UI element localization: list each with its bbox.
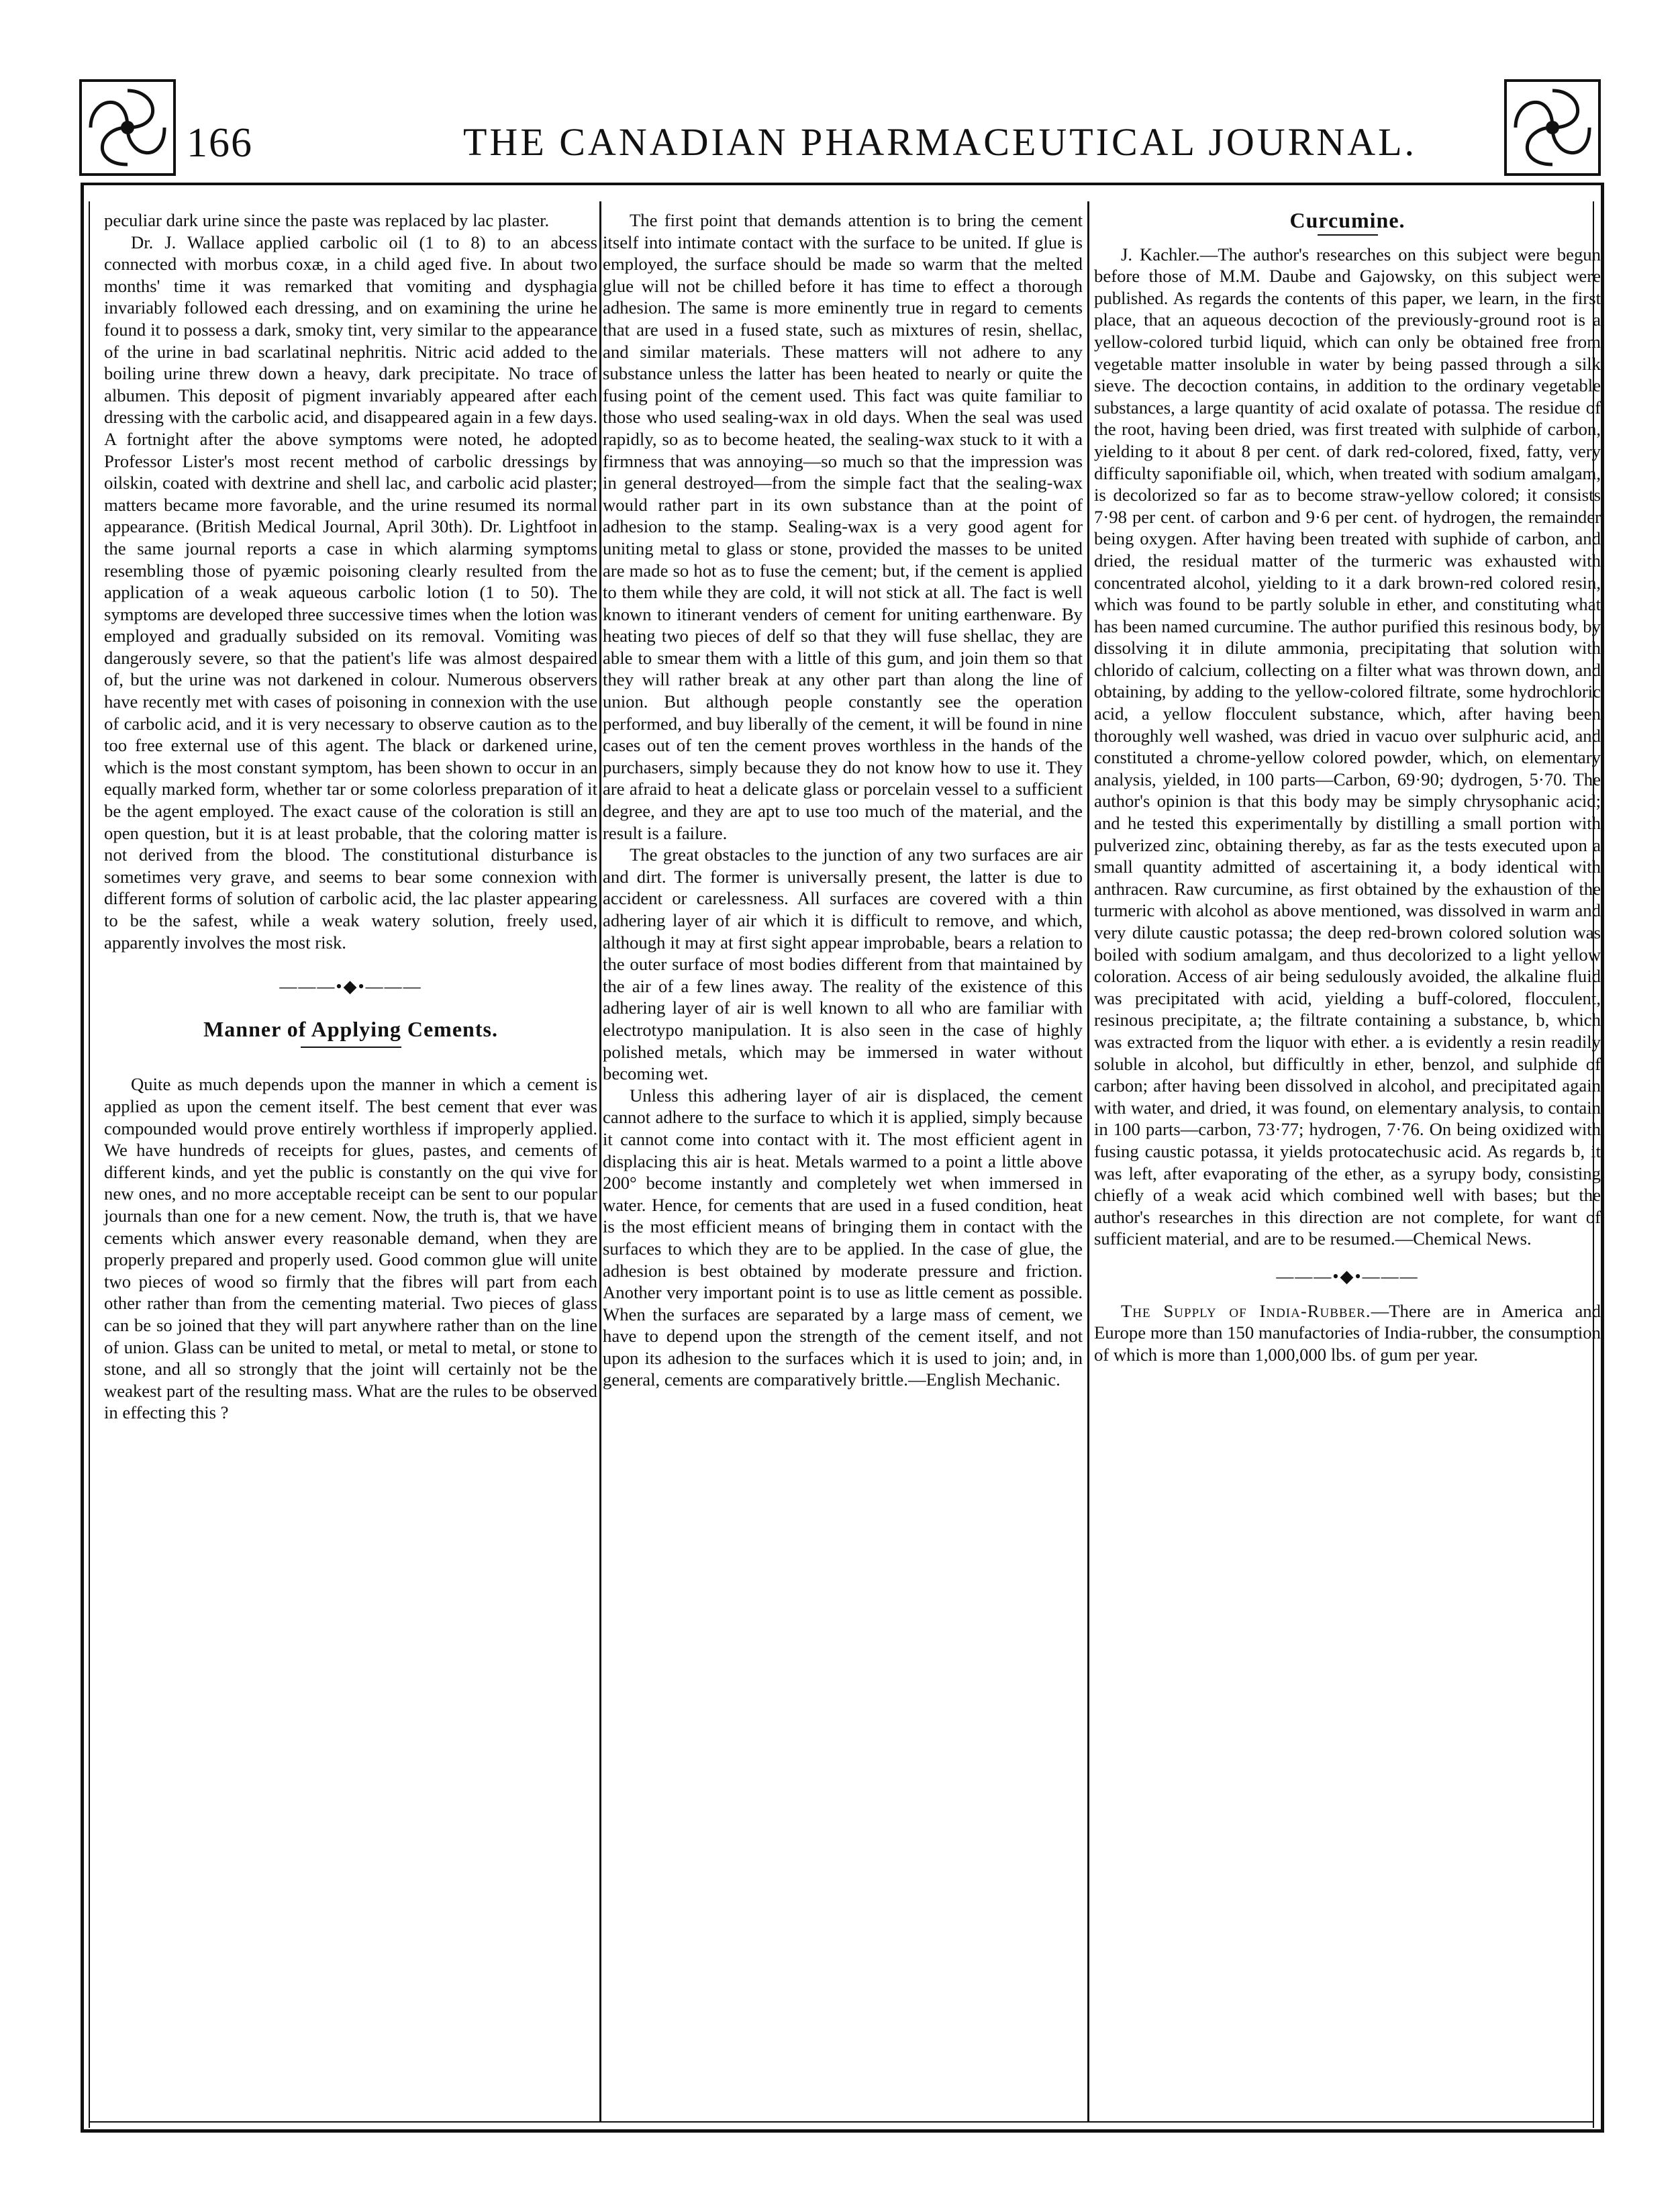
column-3 [1094, 209, 1601, 1365]
note-lead: The Supply of India-Rubber. [1121, 1300, 1371, 1321]
header-rule [81, 183, 1604, 185]
india-rubber-note [1094, 1300, 1601, 1366]
left-corner-ornament-icon [77, 77, 178, 178]
heading-underline [1318, 234, 1378, 236]
section-heading-curcumine: Curcumine. [1289, 208, 1405, 232]
journal-title: THE CANADIAN PHARMACEUTICAL JOURNAL. [463, 120, 1418, 164]
section-divider: ———•◆•——— [1276, 1266, 1419, 1286]
section-heading-cements: Manner of Applying Cements. [203, 1016, 498, 1041]
article-paragraph: Unless this adhering layer of air is displaced, the cement cannot adhere to the surface to which it is applied, simply because it cannot come into contact with it. The most efficient agent in displacing this air is heat. Metals warmed to a point a little above 200° become instantly and completely wet when immersed in water. Hence, for cements that are used in a fused condition, heat is the most efficient means of bringing them in contact with the surfaces to which they are to be applied. In the case of glue, the adhesion is best obtained by moderate pressure and friction. Another very important point is to use as little cement as possible. When the surfaces are separated by a large mass of cement, we have to depend upon the strength of the cement itself, and not upon its adhesion to the surfaces which it is used to join; and, in general, cements are comparatively brittle.—English Mechanic. [603, 1085, 1083, 1390]
section-divider: ———•◆•——— [279, 977, 422, 997]
frame-right-rule [1601, 183, 1604, 2133]
column-1 [104, 209, 597, 1424]
article-paragraph: J. Kachler.—The author's researches on this subject were begun before those of M.M. Daube and Gajowsky, on this subject were published. As regards the contents of this paper, we learn, in the first place, that an aqueous decoction of the previously-ground root is a yellow-colored turbid liquid, which can only be obtained free from vegetable matter insoluble in water by being passed through a silk sieve. The decoction contains, in addition to the ordinary vegetable substances, a large quantity of acid oxalate of potassa. The residue of the root, having been dried, was first treated with sulphide of carbon, yielding to it about 8 per cent. of dark red-colored, fixed, fatty, very difficulty saponifiable oil, which, when treated with sodium amalgam, is decolorized so far as to become straw-yellow colored; it consists 7·98 per cent. of carbon and 9·6 per cent. of hydrogen, the remainder being oxygen. After having been treated with suphide of carbon, and dried, the residual matter of the turmeric was exhausted with concentrated alcohol, yielding to it a dark brown-red colored resin, which was found to be partly soluble in ether, and constituting what has been named curcumine. The author purified this resinous body, by dissolving it in dilute ammonia, precipitating that solution with chlorido of calcium, collecting on a filter what was thrown down, and obtaining, by adding to the yellow-colored filtrate, some hydrochloric acid, a yellow flocculent substance, which, after having been thoroughly well washed, was dried in vacuo over sulphuric acid, and constituted a chrome-yellow colored powder, which, on elementary analysis, yielded, in 100 parts—Carbon, 69·90; dydrogen, 5·70. The author's opinion is that this body may be simply chrysophanic acid; and he tested this experimentally by distilling a small portion with pulverized zinc, obtaining thereby, as far as the tests executed upon a small quantity admitted of ascertaining it, a body identical with anthracen. Raw curcumine, as first obtained by the exhaustion of the turmeric with alcohol as above mentioned, was dissolved in warm and very dilute caustic potassa; the deep red-brown colored solution was boiled with sodium amalgam, and thus decolorized to a light yellow coloration. Access of air being sedulously avoided, the alkaline fluid was precipitated with acid, yielding a buff-colored, flocculent, resinous precipitate, a; the filtrate containing a substance, b, which was extracted from the liquor with ether. a is evidently a resin readily soluble in alcohol, but difficultly in ether, benzol, and sulphide of carbon; after having been dissolved in alcohol, and precipitated again with water, and dried, it was found, on elementary analysis, to contain in 100 parts—carbon, 73·77; hydrogen, 7·76. On being oxidized with fusing caustic potassa, it yields protocatechusic acid. As regards b, it was left, after evaporating of the ether, as a syrupy body, consisting chiefly of a weak acid which combined well with bases; but the author's researches in this direction are not complete, for want of sufficient material, and are to be resumed.—Chemical News. [1094, 244, 1601, 1249]
column-rule-1 [599, 201, 601, 2121]
column-rule-2 [1087, 201, 1089, 2121]
frame-bottom-rule [81, 2129, 1604, 2133]
frame-bottom-inner-rule [89, 2121, 1594, 2123]
column-2 [603, 209, 1083, 1391]
page-number: 166 [187, 120, 253, 166]
article-paragraph: The great obstacles to the junction of any two surfaces are air and dirt. The former is universally present, the latter is due to accident or carelessness. All surfaces are covered with a thin adhering layer of air which it is difficult to remove, and which, although it may at first sight appear improbable, bears a relation to the outer surface of most bodies different from that maintained by the air of a few lines away. The reality of the existence of this adhering layer of air is well known to all who are familiar with electrotypo manipulation. It is also seen in the case of highly polished metals, which may be immersed in water without becoming wet. [603, 844, 1083, 1084]
article-continuation: peculiar dark urine since the paste was replaced by lac plaster. [104, 210, 550, 230]
article-paragraph: Dr. J. Wallace applied carbolic oil (1 to 8) to an abcess connected with morbus coxæ, in a child aged five. In about two months' time it was remarked that vomiting and dysphagia invariably followed each dressing, and on examining the urine he found it to possess a dark, smoky tint, very similar to the appearance of the urine in bad scarlatinal nephritis. Nitric acid added to the boiling urine threw down a heavy, dark precipitate. No trace of albumen. This deposit of pigment invariably appeared after each dressing with the carbolic acid, and disappeared again in a few days. A fortnight after the above symptoms were noted, he adopted Professor Lister's most recent method of carbolic dressings by oilskin, coated with dextrine and shell lac, and carbolic acid plaster; matters became more favorable, and the urine resumed its normal appearance. (British Medical Journal, April 30th). Dr. Lightfoot in the same journal reports a case in which alarming symptoms resembling those of pyæmic poisoning clearly resulted from the application of a weak aqueous carbolic lotion (1 to 50). The symptoms are developed three successive times when the lotion was employed and gradually subsided on its removal. Vomiting was dangerously severe, so that the patient's life was almost despaired of, but the urine was not darkened in colour. Numerous observers have recently met with cases of poisoning in connexion with the use of carbolic acid, and it is very necessary to observe caution as to the too free external use of this agent. The black or darkened urine, which is the most constant symptom, has been shown to occur in an equally marked form, whether tar or some colorless preparation of it be the agent employed. The exact cause of the coloration is still an open question, but it is at least probable, that the coloring matter is not derived from the blood. The constitutional disturbance is sometimes very grave, and seems to bear some connexion with different forms of solution of carbolic acid, the lac plaster appearing to be the safest, while a weak watery solution, freely used, apparently involves the most risk. [104, 232, 597, 953]
heading-underline [301, 1047, 401, 1048]
article-paragraph: The first point that demands attention is to bring the cement itself into intimate contact with the surface to be united. If glue is employed, the surface should be made so warm that the melted glue will not be chilled before it has time to effect a thorough adhesion. The same is more eminently true in regard to cements that are used in a fused state, such as mixtures of resin, shellac, and similar materials. These matters will not adhere to any substance unless the latter has been heated to nearly or quite the fusing point of the cement used. This fact was quite familiar to those who used sealing-wax in old days. When the seal was used rapidly, so as to become heated, the sealing-wax stuck to it with a firmness that was annoying—so much so that the impression was in general destroyed—from the simple fact that the sealing-wax would rather part in its own substance than at the point of adhesion to the stamp. Sealing-wax is a very good agent for uniting metal to glass or stone, provided the masses to be united are made so hot as to fuse the cement; but, if the cement is applied to them while they are cold, it will not stick at all. The fact is well known to itinerant venders of cement for uniting earthenware. By heating two pieces of delf so that they will fuse shellac, they are able to smear them with a little of this gum, and join them so that they will rather break at any other part than along the line of union. But although people constantly see the operation performed, and buy liberally of the cement, it will be found in nine cases out of ten the cement proves worthless in the hands of the purchasers, simply because they do not know how to use it. They are afraid to heat a delicate glass or porcelain vessel to a sufficient degree, and they are apt to use too much of the material, and the result is a failure. [603, 210, 1083, 843]
article-paragraph: Quite as much depends upon the manner in which a cement is applied as upon the cement itself. The best cement that ever was compounded would prove entirely worthless if improperly applied. We have hundreds of receipts for glues, pastes, and cements of different kinds, and yet the public is constantly on the qui vive for new ones, and no more acceptable receipt can be sent to our popular journals than one for a new cement. Now, the truth is, that we have cements which answer every reasonable demand, when they are properly prepared and properly used. Good common glue will unite two pieces of wood so firmly that the fibres will part from each other rather than from the cementing material. Two pieces of glass can be so joined that they will part anywhere rather than on the line of union. Glass can be united to metal, or metal to metal, or stone to stone, and all so strongly that the joint will certainly not be the weakest part of the resulting mass. What are the rules to be observed in effecting this ? [104, 1074, 597, 1423]
right-corner-ornament-icon [1502, 77, 1603, 178]
note-text: —There are in America and Europe more than 150 manufactories of India-rubber, the consumption of which is more than 1,000,000 lbs. of gum per year. [1094, 1300, 1601, 1365]
frame-left-rule [81, 183, 84, 2133]
frame-left-inner-rule [89, 201, 90, 2128]
